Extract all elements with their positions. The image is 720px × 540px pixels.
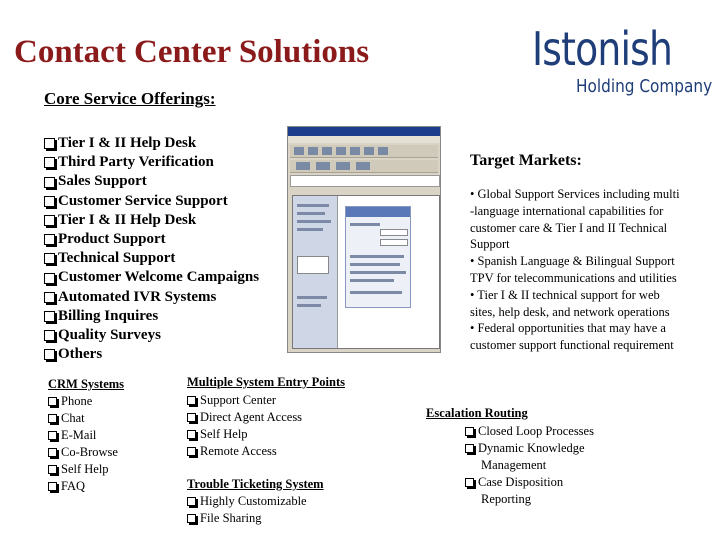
list-item-label: Tier I & II Help Desk [58,135,197,151]
list-item [44,230,259,249]
list-item [187,409,302,426]
list-item-label: Product Support [58,231,166,248]
list-item [187,493,307,510]
list-item-label: Others [58,346,103,363]
checkbox-bullet-icon [44,196,55,207]
checkbox-bullet-icon [187,514,196,523]
checkbox-bullet-icon [187,497,196,506]
target-line: TPV for telecommunications and utilities [470,270,677,285]
screenshot-menubar [288,136,440,143]
checkbox-bullet-icon [187,396,196,405]
target-markets-body [470,186,710,354]
list-item-label: Closed Loop Processes [478,424,594,438]
list-item [44,211,259,230]
list-item [48,410,118,427]
list-item [44,288,259,307]
crm-systems-list [48,393,118,495]
target-line: • Federal opportunities that may have a [470,321,666,336]
escalation-routing-heading: Escalation Routing [426,406,528,420]
target-line: customer support functional requirement [470,338,674,353]
checkbox-bullet-icon [44,138,55,149]
list-item [48,393,118,410]
list-item [48,444,118,461]
checkbox-bullet-icon [44,349,55,360]
checkbox-bullet-icon [465,478,474,487]
checkbox-bullet-icon [44,311,55,322]
screenshot-toolbar [290,145,438,158]
entry-points-list [187,392,302,460]
checkbox-bullet-icon [187,413,196,422]
checkbox-bullet-icon [44,234,55,245]
list-item-label: E-Mail [61,428,97,442]
list-item-label: Co-Browse [61,445,118,459]
target-line: • Spanish Language & Bilingual Support [470,254,675,269]
list-item-label: Self Help [200,427,248,441]
list-item [44,134,259,153]
core-offerings-list [44,134,259,364]
list-item-label: Quality Surveys [58,327,161,344]
checkbox-bullet-icon [44,292,55,303]
target-line: • Tier I & II technical support for web [470,287,660,302]
list-item-continuation: Reporting [481,492,531,506]
list-item-label: Remote Access [200,444,277,458]
page-title: Contact Center Solutions [14,34,370,70]
logo-name: Istonish [532,22,673,76]
list-item [465,423,594,440]
checkbox-bullet-icon [187,430,196,439]
checkbox-bullet-icon [465,444,474,453]
target-line: • Global Support Services including multi [470,187,680,201]
list-item-label: Phone [61,394,93,408]
list-item-label: Automated IVR Systems [58,288,217,305]
list-item [48,427,118,444]
checkbox-bullet-icon [48,431,57,440]
logo-tagline: Holding Company [576,76,713,97]
screenshot-titlebar [288,127,440,136]
checkbox-bullet-icon [44,177,55,188]
list-item [44,192,259,211]
list-item [48,461,118,478]
list-item-label: Sales Support [58,173,147,190]
list-item-label: Chat [61,411,85,425]
checkbox-bullet-icon [48,482,57,491]
list-item-label: Technical Support [58,250,176,267]
list-item [44,153,259,172]
checkbox-bullet-icon [44,330,55,341]
list-item [44,249,259,268]
list-item-label: Support Center [200,393,277,407]
checkbox-bullet-icon [187,447,196,456]
list-item [44,172,259,191]
checkbox-bullet-icon [465,427,474,436]
screenshot-content-pane [292,195,440,349]
checkbox-bullet-icon [44,157,55,168]
screenshot-address-bar [290,175,440,187]
list-item-label: Case Disposition [478,475,564,489]
trouble-ticketing-heading: Trouble Ticketing System [187,477,324,491]
list-item [465,440,594,457]
target-line: sites, help desk, and network operations [470,304,670,319]
list-item-label: Direct Agent Access [200,410,303,424]
list-item [44,326,259,345]
list-item-label: Third Party Verification [58,154,214,171]
target-line: customer care & Tier I and II Technical [470,220,668,235]
checkbox-bullet-icon [44,273,55,284]
target-markets-heading: Target Markets: [470,152,582,169]
list-item [44,307,259,326]
checkbox-bullet-icon [44,253,55,264]
list-item [48,478,118,495]
list-item-label: Dynamic Knowledge [478,441,585,455]
entry-points-heading: Multiple System Entry Points [187,375,345,389]
list-item-label: Customer Welcome Campaigns [58,269,260,286]
list-item [44,268,259,287]
screenshot-sidebar [293,196,338,348]
list-item [187,510,307,527]
company-logo [532,22,713,106]
checkbox-bullet-icon [48,397,57,406]
list-item-continuation: Management [481,458,547,472]
list-item-label: Highly Customizable [200,494,307,508]
list-item-label: FAQ [61,479,86,493]
list-item [44,345,259,364]
target-line: Support [470,237,510,252]
list-item-label: Self Help [61,462,109,476]
browser-screenshot-image [287,126,441,353]
list-item-label: Tier I & II Help Desk [58,211,197,228]
list-item [187,392,302,409]
checkbox-bullet-icon [48,414,57,423]
screenshot-toolbar [290,160,438,173]
list-item-label: File Sharing [200,511,262,525]
checkbox-bullet-icon [48,448,57,457]
list-item-label: Billing Inquires [58,307,159,324]
target-line: -language international capabilities for [470,203,664,218]
checkbox-bullet-icon [44,215,55,226]
screenshot-login-panel [345,206,411,308]
crm-systems-heading: CRM Systems [48,377,125,391]
escalation-routing-list [465,423,594,508]
core-offerings-heading: Core Service Offerings: [44,89,216,108]
list-item [187,426,302,443]
list-item-label: Customer Service Support [58,192,228,209]
list-item [465,474,594,491]
trouble-ticketing-list [187,493,307,527]
checkbox-bullet-icon [48,465,57,474]
list-item [187,443,302,460]
